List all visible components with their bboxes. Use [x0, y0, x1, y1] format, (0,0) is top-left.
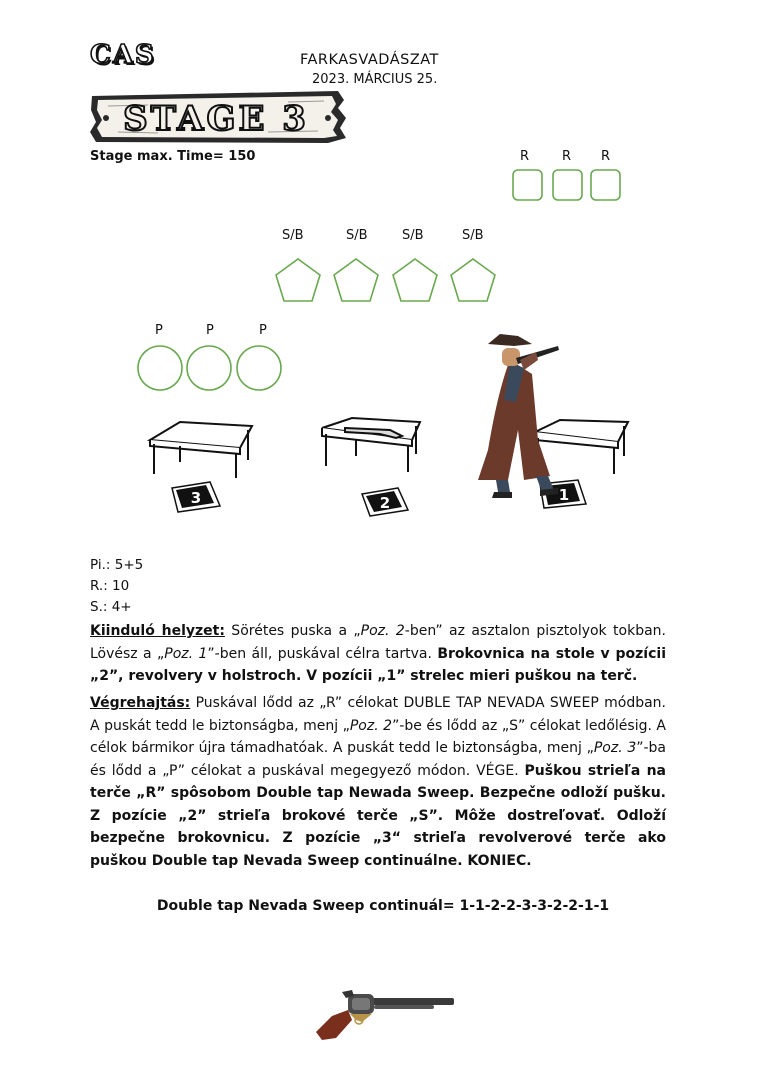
shotgun-target-label: S/B: [462, 228, 484, 243]
start-position-text: Kiinduló helyzet: Sörétes puska a „Poz. 2-ben” az asztalon pisztolyok tokban. Lövész a „Poz. 1”-ben áll, puskával célra tartva. Brokovnica na stole v pozícii „2”, revolvery v holstroch. V pozícii „1” strelec mieri puškou na terč.: [90, 623, 666, 684]
execution-text: Végrehajtás: Puskával lődd az „R” célokat DUBLE TAP NEVADA SWEEP módban. A puskát tedd le biztonságba, menj „Poz. 2”-be és lődd az „S” célokat ledőlésig. A célok bármikor újra támadhatóak. A puskát tedd le biztonságba, menj „Poz. 3”-ba és lődd a „P” célokat a puskával megegyező módon. VÉGE. Puškou strieľa na terče „R” spôsobom Double tap Newada Sweep. Bezpečne odloží pušku. Z pozície „2” strieľa brokové terče „S”. Môže dostreľovať. Odloží bezpečne brokovnicu. Z pozície „3“ strieľa revolverové terče ako puškou Double tap Nevada Sweep continuálne. KONIEC.: [90, 695, 667, 869]
shotgun-target: [451, 259, 495, 301]
revolver-icon: [312, 986, 458, 1042]
rounds-shotgun: S.: 4+: [90, 599, 132, 615]
sweep-formula: Double tap Nevada Sweep continuál= 1-1-2-2-3-3-2-2-1-1: [156, 898, 610, 914]
rifle-target: [513, 170, 542, 200]
shotgun-target-label: S/B: [282, 228, 304, 243]
pistol-target: [237, 346, 281, 390]
table-position-3: [150, 422, 252, 478]
svg-text:3: 3: [190, 489, 202, 507]
shotgun-target-label: S/B: [346, 228, 368, 243]
pistol-target-label: P: [259, 323, 267, 338]
rounds-pistol: Pi.: 5+5: [90, 557, 144, 573]
max-time: Stage max. Time= 150: [90, 149, 256, 164]
pistol-targets: [134, 342, 286, 394]
pistol-target-label: P: [206, 323, 214, 338]
stage-sign-banner: [88, 88, 350, 146]
rifle-targets: [510, 168, 625, 204]
svg-text:2: 2: [379, 494, 391, 512]
position-marker-3: [172, 482, 220, 512]
svg-text:1: 1: [558, 486, 570, 504]
rifle-target-label: R: [562, 149, 572, 164]
club-logo-text: CAS: [90, 40, 156, 70]
table-position-2: [322, 418, 420, 472]
shotgun-target: [393, 259, 437, 301]
rifle-target: [553, 170, 582, 200]
event-date: 2023. MÁRCIUS 25.: [312, 72, 438, 87]
pistol-target-label: P: [155, 323, 163, 338]
stage-title: STAGE 3: [123, 99, 309, 139]
pistol-target: [138, 346, 182, 390]
exec-heading: Végrehajtás:: [90, 695, 191, 711]
rifle-target: [591, 170, 620, 200]
shotgun-target: [334, 259, 378, 301]
position-marker-2: [362, 488, 408, 516]
shotgun-targets: [270, 255, 510, 307]
rifle-target-label: R: [601, 149, 611, 164]
pistol-target: [187, 346, 231, 390]
start-heading: Kiinduló helyzet:: [90, 623, 225, 639]
event-title: FARKASVADÁSZAT: [300, 52, 439, 68]
rounds-rifle: R.: 10: [90, 578, 130, 594]
rifle-target-label: R: [520, 149, 530, 164]
cowboy-shooter-icon: [458, 330, 568, 506]
shotgun-target: [276, 259, 320, 301]
shotgun-target-label: S/B: [402, 228, 424, 243]
